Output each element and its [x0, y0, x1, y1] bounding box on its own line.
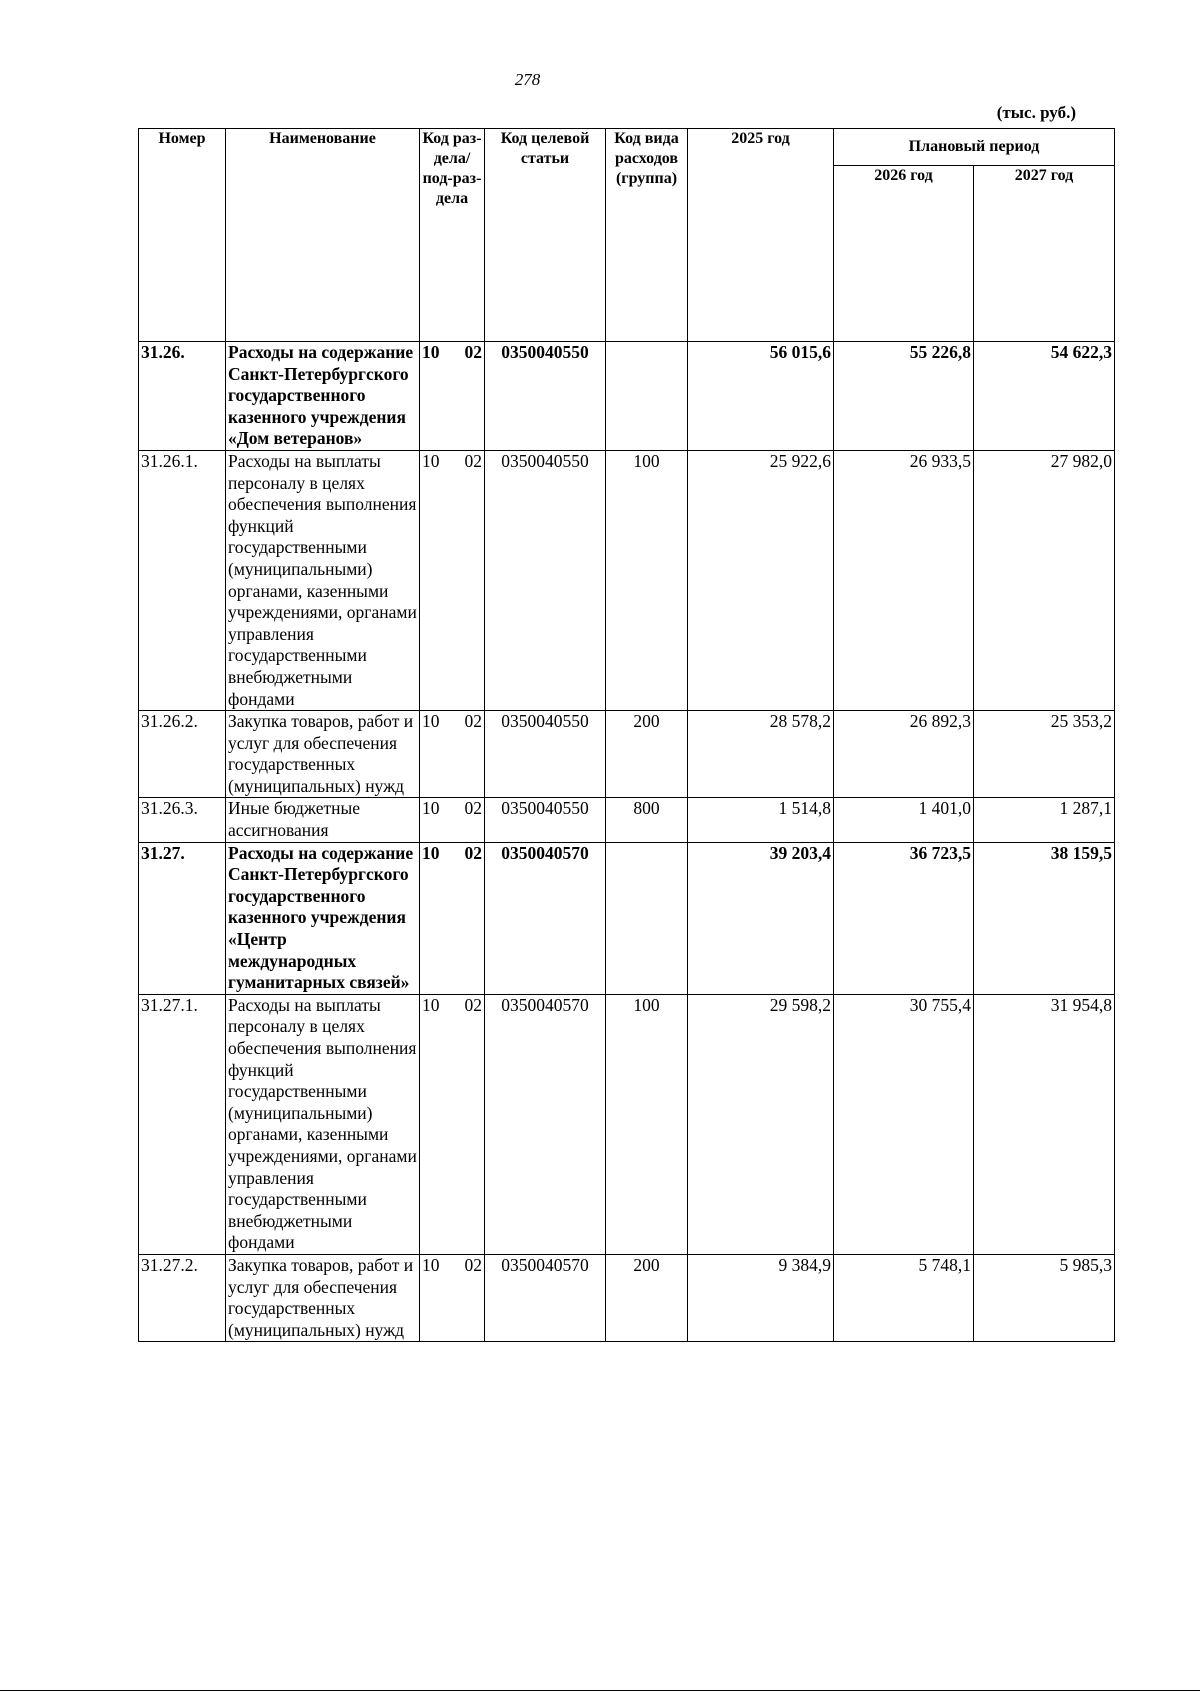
header-2026: 2026 год — [834, 166, 974, 342]
cell-target-code: 0350040550 — [485, 450, 606, 710]
cell-razdel — [420, 450, 485, 710]
units-label: (тыс. руб.) — [996, 103, 1076, 122]
budget-table — [138, 128, 1115, 1342]
cell-target-code: 0350040550 — [485, 342, 606, 451]
cell-number: 31.27.2. — [139, 1254, 226, 1341]
cell-name: Закупка товаров, работ и услуг для обеспечения государственных (муниципальных) нужд — [226, 1254, 420, 1341]
cell-2025: 29 598,2 — [688, 994, 834, 1254]
razdel-code: 10 — [422, 842, 440, 863]
cell-2027: 38 159,5 — [974, 842, 1115, 994]
cell-name: Расходы на содержание Санкт-Петербургского государственного казенного учреждения «Дом ветеранов» — [226, 342, 420, 451]
cell-razdel — [420, 798, 485, 842]
cell-name: Расходы на содержание Санкт-Петербургского государственного казенного учреждения «Центр международных гуманитарных связей» — [226, 842, 420, 994]
cell-2027: 27 982,0 — [974, 450, 1115, 710]
table-row — [139, 842, 1115, 994]
cell-name: Расходы на выплаты персоналу в целях обеспечения выполнения функций государственными (муниципальными) органами, казенными учреждениями, органами управления государственными внебюджетными фондами — [226, 994, 420, 1254]
cell-target-code: 0350040550 — [485, 798, 606, 842]
cell-2027: 5 985,3 — [974, 1254, 1115, 1341]
cell-2026: 55 226,8 — [834, 342, 974, 451]
razdel-code: 10 — [422, 342, 440, 362]
table-row — [139, 994, 1115, 1254]
podrazdel-code: 02 — [464, 450, 482, 471]
cell-number: 31.26. — [139, 342, 226, 451]
cell-2025: 56 015,6 — [688, 342, 834, 451]
cell-2026: 30 755,4 — [834, 994, 974, 1254]
cell-2025: 39 203,4 — [688, 842, 834, 994]
cell-name: Расходы на выплаты персоналу в целях обеспечения выполнения функций государственными (муниципальными) органами, казенными учреждениями, органами управления государственными внебюджетными фондами — [226, 450, 420, 710]
cell-2025: 25 922,6 — [688, 450, 834, 710]
header-plan-period: Плановый период — [834, 129, 1115, 166]
cell-number: 31.27.1. — [139, 994, 226, 1254]
table-row — [139, 711, 1115, 798]
podrazdel-code: 02 — [464, 711, 482, 732]
podrazdel-code: 02 — [464, 842, 482, 863]
header-name: Наименование — [226, 129, 420, 342]
cell-2025: 1 514,8 — [688, 798, 834, 842]
header-kvr: Код вида расходов (группа) — [606, 129, 688, 342]
cell-2026: 1 401,0 — [834, 798, 974, 842]
page-number: 278 — [514, 70, 541, 89]
razdel-code: 10 — [422, 798, 440, 819]
cell-2026: 36 723,5 — [834, 842, 974, 994]
cell-target-code: 0350040570 — [485, 842, 606, 994]
cell-razdel — [420, 711, 485, 798]
header-2027: 2027 год — [974, 166, 1115, 342]
table-row — [139, 450, 1115, 710]
header-2025: 2025 год — [688, 129, 834, 342]
cell-target-code: 0350040570 — [485, 994, 606, 1254]
table-row — [139, 1254, 1115, 1341]
razdel-code: 10 — [422, 1254, 440, 1275]
cell-2026: 26 892,3 — [834, 711, 974, 798]
cell-expense-type — [606, 342, 688, 451]
header-csr: Код целевой статьи — [485, 129, 606, 342]
cell-name: Закупка товаров, работ и услуг для обеспечения государственных (муниципальных) нужд — [226, 711, 420, 798]
cell-razdel — [420, 994, 485, 1254]
cell-2025: 28 578,2 — [688, 711, 834, 798]
scan-edge-line — [0, 1690, 1200, 1691]
cell-name: Иные бюджетные ассигнования — [226, 798, 420, 842]
cell-2027: 31 954,8 — [974, 994, 1115, 1254]
table-header — [139, 129, 1115, 342]
cell-razdel — [420, 842, 485, 994]
cell-expense-type: 800 — [606, 798, 688, 842]
razdel-code: 10 — [422, 450, 440, 471]
table-row — [139, 342, 1115, 451]
table-row — [139, 798, 1115, 842]
cell-2027: 25 353,2 — [974, 711, 1115, 798]
cell-2027: 1 287,1 — [974, 798, 1115, 842]
cell-expense-type: 100 — [606, 994, 688, 1254]
cell-expense-type: 200 — [606, 711, 688, 798]
podrazdel-code: 02 — [464, 342, 482, 362]
cell-number: 31.26.2. — [139, 711, 226, 798]
podrazdel-code: 02 — [464, 798, 482, 819]
cell-2026: 26 933,5 — [834, 450, 974, 710]
cell-number: 31.26.1. — [139, 450, 226, 710]
cell-expense-type: 100 — [606, 450, 688, 710]
podrazdel-code: 02 — [464, 1254, 482, 1275]
cell-razdel — [420, 342, 485, 451]
cell-number: 31.26.3. — [139, 798, 226, 842]
cell-target-code: 0350040570 — [485, 1254, 606, 1341]
header-razdel: Код раз-дела/ под-раз-дела — [420, 129, 485, 342]
cell-razdel — [420, 1254, 485, 1341]
table-body — [139, 342, 1115, 1342]
cell-number: 31.27. — [139, 842, 226, 994]
header-num: Номер — [139, 129, 226, 342]
cell-2026: 5 748,1 — [834, 1254, 974, 1341]
cell-target-code: 0350040550 — [485, 711, 606, 798]
podrazdel-code: 02 — [464, 994, 482, 1015]
cell-expense-type: 200 — [606, 1254, 688, 1341]
cell-2025: 9 384,9 — [688, 1254, 834, 1341]
cell-2027: 54 622,3 — [974, 342, 1115, 451]
razdel-code: 10 — [422, 994, 440, 1015]
cell-expense-type — [606, 842, 688, 994]
razdel-code: 10 — [422, 711, 440, 732]
